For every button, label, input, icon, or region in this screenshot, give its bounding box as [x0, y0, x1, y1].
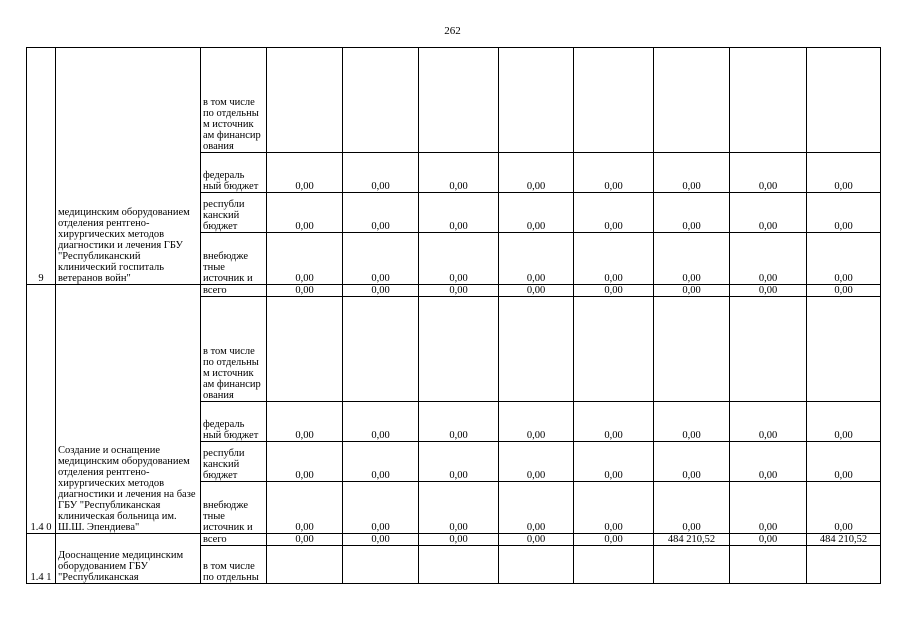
source-label: республи канский бюджет: [201, 193, 267, 233]
value-cell: 0,00: [267, 402, 343, 442]
source-label: в том числе по отдельны м источник ам финансир ования: [201, 297, 267, 402]
value-cell: 0,00: [654, 193, 730, 233]
value-cell: 0,00: [654, 442, 730, 482]
value-cell: 0,00: [807, 193, 881, 233]
source-label: внебюдже тные источник и: [201, 482, 267, 534]
source-label: в том числе по отдельны: [201, 546, 267, 584]
row-name: медицинским оборудованием отделения рентгено-хирургических методов диагностики и лечения ГБУ "Республиканский клинический госпиталь ветеранов войн": [56, 48, 201, 285]
value-cell: 0,00: [267, 153, 343, 193]
source-label: в том числе по отдельны м источник ам финансир ования: [201, 48, 267, 153]
source-label: всего: [201, 285, 267, 297]
value-cell: 0,00: [267, 482, 343, 534]
budget-table: [26, 47, 881, 584]
value-cell: 0,00: [574, 534, 654, 546]
value-cell: 0,00: [499, 442, 574, 482]
value-cell: 0,00: [499, 534, 574, 546]
value-cell: 0,00: [419, 482, 499, 534]
value-cell: 0,00: [654, 153, 730, 193]
value-cell: 0,00: [807, 442, 881, 482]
value-cell: 0,00: [499, 402, 574, 442]
row-name: Дооснащение медицинским оборудованием ГБУ "Республиканская: [56, 534, 201, 584]
value-cell: 0,00: [574, 153, 654, 193]
value-cell: 0,00: [419, 233, 499, 285]
value-cell: 0,00: [730, 193, 807, 233]
table-row: [27, 48, 881, 153]
value-cell: 0,00: [267, 285, 343, 297]
value-cell: 0,00: [499, 233, 574, 285]
source-label: федераль ный бюджет: [201, 402, 267, 442]
value-cell: 0,00: [499, 153, 574, 193]
row-number: 9: [27, 48, 56, 285]
value-cell: 0,00: [343, 442, 419, 482]
value-cell: 0,00: [267, 193, 343, 233]
source-label: федераль ный бюджет: [201, 153, 267, 193]
value-cell: 0,00: [499, 285, 574, 297]
value-cell: 0,00: [730, 442, 807, 482]
value-cell: 0,00: [654, 233, 730, 285]
value-cell: 0,00: [419, 402, 499, 442]
value-cell: 0,00: [654, 402, 730, 442]
source-label: внебюдже тные источник и: [201, 233, 267, 285]
value-cell: 0,00: [807, 233, 881, 285]
value-cell: 0,00: [343, 285, 419, 297]
value-cell: 0,00: [574, 402, 654, 442]
value-cell: 0,00: [574, 285, 654, 297]
value-cell: 0,00: [343, 233, 419, 285]
value-cell: 484 210,52: [654, 534, 730, 546]
source-label: всего: [201, 534, 267, 546]
value-cell: 484 210,52: [807, 534, 881, 546]
value-cell: 0,00: [343, 193, 419, 233]
value-cell: 0,00: [419, 285, 499, 297]
value-cell: 0,00: [730, 233, 807, 285]
value-cell: 0,00: [419, 193, 499, 233]
value-cell: 0,00: [343, 153, 419, 193]
value-cell: 0,00: [807, 402, 881, 442]
value-cell: 0,00: [730, 402, 807, 442]
value-cell: 0,00: [267, 442, 343, 482]
value-cell: 0,00: [267, 534, 343, 546]
value-cell: 0,00: [730, 482, 807, 534]
source-label: республи канский бюджет: [201, 442, 267, 482]
value-cell: 0,00: [343, 534, 419, 546]
row-name: Создание и оснащение медицинским оборудованием отделения рентгено-хирургических методов диагностики и лечения на базе ГБУ "Республиканская клиническая больница им. Ш.Ш. Эпендиева": [56, 285, 201, 534]
value-cell: 0,00: [574, 482, 654, 534]
table-row: [27, 534, 881, 546]
value-cell: 0,00: [574, 442, 654, 482]
row-number: 1.4 0: [27, 285, 56, 534]
value-cell: 0,00: [499, 193, 574, 233]
value-cell: 0,00: [807, 153, 881, 193]
value-cell: 0,00: [654, 482, 730, 534]
value-cell: 0,00: [343, 402, 419, 442]
value-cell: 0,00: [654, 285, 730, 297]
page-number: 262: [444, 25, 461, 37]
value-cell: 0,00: [419, 534, 499, 546]
value-cell: 0,00: [807, 285, 881, 297]
value-cell: 0,00: [574, 233, 654, 285]
value-cell: 0,00: [419, 442, 499, 482]
value-cell: 0,00: [267, 233, 343, 285]
value-cell: 0,00: [730, 534, 807, 546]
value-cell: 0,00: [730, 285, 807, 297]
value-cell: 0,00: [574, 193, 654, 233]
value-cell: 0,00: [419, 153, 499, 193]
value-cell: 0,00: [499, 482, 574, 534]
value-cell: 0,00: [730, 153, 807, 193]
row-number: 1.4 1: [27, 534, 56, 584]
table-row: [27, 285, 881, 297]
value-cell: 0,00: [807, 482, 881, 534]
value-cell: 0,00: [343, 482, 419, 534]
